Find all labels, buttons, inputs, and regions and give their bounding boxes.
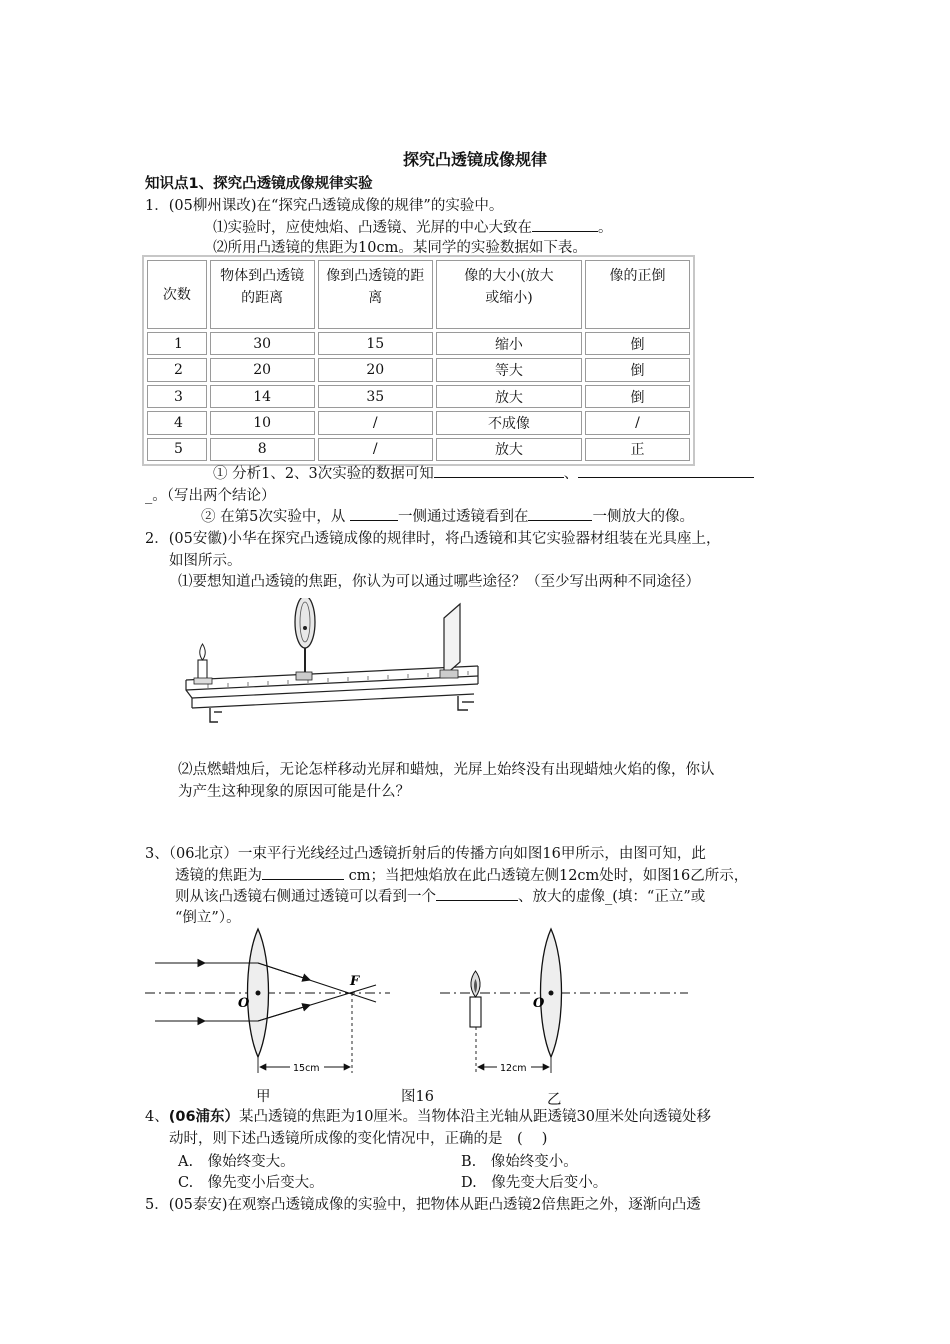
table-cell: 倒 bbox=[585, 332, 690, 355]
page-title: 探究凸透镜成像规律 bbox=[402, 150, 547, 169]
header-text: 物体到凸透镜的距离 bbox=[220, 268, 305, 306]
table-row bbox=[147, 411, 690, 434]
optical-bench-figure bbox=[178, 598, 488, 728]
q1-analysis-1-end: _。（写出两个结论） bbox=[145, 488, 276, 504]
table-cell: 正 bbox=[585, 438, 690, 461]
distance-label-b: 12cm bbox=[500, 1063, 527, 1074]
q1-part1-text: ⑴实验时，应使烛焰、凸透镜、光屏的中心大致在 bbox=[213, 220, 532, 236]
q1-analysis-2-end: 一侧放大的像。 bbox=[592, 509, 694, 525]
table-cell: 放大 bbox=[436, 385, 582, 408]
table-cell: 5 bbox=[147, 438, 207, 461]
table-cell: 缩小 bbox=[436, 332, 582, 355]
distance-label-a: 15cm bbox=[293, 1063, 320, 1074]
q3-line1: 3、（06北京）一束平行光线经过凸透镜折射后的传播方向如图16甲所示，由图可知，此 bbox=[145, 846, 706, 862]
table-cell: 20 bbox=[318, 358, 433, 381]
table-header-cell bbox=[318, 260, 433, 329]
table-row bbox=[147, 385, 690, 408]
q1-analysis-2-text: ② 在第5次实验中，从 bbox=[201, 509, 346, 525]
q4-option-b[interactable]: B. 像始终变小。 bbox=[461, 1154, 578, 1170]
table-row bbox=[147, 332, 690, 355]
header-text: 像到凸透镜的距离 bbox=[326, 268, 425, 306]
q4-line1 bbox=[145, 1105, 711, 1126]
q1-analysis-2-mid: 一侧通过透镜看到在 bbox=[397, 509, 529, 525]
header-text: 像的大小(放大或缩小) bbox=[464, 268, 554, 306]
q1-analysis-2 bbox=[201, 505, 694, 526]
answer-blank[interactable] bbox=[528, 506, 592, 521]
table-header-row bbox=[147, 260, 690, 329]
q3-line2 bbox=[175, 864, 748, 885]
label-o: O bbox=[238, 996, 250, 1011]
q1-part1 bbox=[213, 216, 613, 237]
table-cell: 14 bbox=[210, 385, 315, 408]
q3-line3 bbox=[175, 885, 705, 906]
candle-icon bbox=[470, 971, 481, 1027]
q2-part1: ⑴要想知道凸透镜的焦距，你认为可以通过哪些途径？（至少写出两种不同途径） bbox=[178, 574, 700, 590]
q1-stem: 1．(05柳州课改)在“探究凸透镜成像的规律”的实验中。 bbox=[145, 198, 504, 214]
answer-blank[interactable] bbox=[350, 506, 398, 521]
table-cell: 1 bbox=[147, 332, 207, 355]
figure-caption-main: 图16 bbox=[401, 1089, 434, 1105]
table-row bbox=[147, 358, 690, 381]
figure-caption-a: 甲 bbox=[256, 1089, 271, 1105]
table-cell: 2 bbox=[147, 358, 207, 381]
answer-blank[interactable] bbox=[532, 217, 598, 232]
table-cell: 4 bbox=[147, 411, 207, 434]
table-cell: / bbox=[318, 411, 433, 434]
table-header-cell: 像的正倒 bbox=[585, 260, 690, 329]
table-cell: 3 bbox=[147, 385, 207, 408]
table-cell: 30 bbox=[210, 332, 315, 355]
q4-option-d[interactable]: D. 像先变大后变小。 bbox=[461, 1175, 608, 1191]
table-header-cell bbox=[210, 260, 315, 329]
q4-source: (06浦东） bbox=[168, 1109, 240, 1125]
answer-blank[interactable] bbox=[262, 865, 344, 880]
table-cell: 35 bbox=[318, 385, 433, 408]
q4-line2: 动时，则下述凸透镜所成像的变化情况中，正确的是 ( ) bbox=[169, 1131, 548, 1147]
table-cell: 等大 bbox=[436, 358, 582, 381]
q5-line1: 5．(05泰安)在观察凸透镜成像的实验中，把物体从距凸透镜2倍焦距之外，逐渐向凸透 bbox=[145, 1197, 701, 1213]
table-cell: / bbox=[318, 438, 433, 461]
table-header-cell bbox=[436, 260, 582, 329]
q1-analysis-1-sep: 、 bbox=[563, 466, 579, 482]
label-o: O bbox=[533, 996, 545, 1011]
table-cell: 倒 bbox=[585, 358, 690, 381]
q3-line3-end: 、放大的虚像_(填：“正立”或 bbox=[518, 889, 706, 905]
q3-line2-end: cm；当把烛焰放在此凸透镜左侧12cm处时，如图16乙所示， bbox=[344, 868, 749, 884]
q4-option-c[interactable]: C. 像先变小后变大。 bbox=[178, 1175, 324, 1191]
answer-blank[interactable] bbox=[434, 463, 564, 478]
table-cell: 15 bbox=[318, 332, 433, 355]
table-cell: 不成像 bbox=[436, 411, 582, 434]
q4-option-a[interactable]: A. 像始终变大。 bbox=[178, 1154, 295, 1170]
label-f: F bbox=[350, 974, 360, 989]
section-heading: 知识点1、探究凸透镜成像规律实验 bbox=[145, 176, 373, 192]
q1-analysis-1-text: ① 分析1、2、3次实验的数据可知 bbox=[213, 466, 434, 482]
q1-part2: ⑵所用凸透镜的焦距为10cm。某同学的实验数据如下表。 bbox=[213, 240, 587, 256]
q2-stem-1: 2．(05安徽)小华在探究凸透镜成像的规律时，将凸透镜和其它实验器材组装在光具座上， bbox=[145, 531, 721, 547]
data-table bbox=[142, 255, 695, 466]
table-cell: 10 bbox=[210, 411, 315, 434]
figure-caption-b: 乙 bbox=[547, 1092, 562, 1108]
lens-diagram-figure bbox=[140, 925, 700, 1085]
q1-analysis-1 bbox=[213, 462, 754, 483]
table-row bbox=[147, 438, 690, 461]
answer-blank[interactable] bbox=[578, 463, 754, 478]
q1-part1-end: 。 bbox=[598, 220, 613, 236]
q2-part2-line2: 为产生这种现象的原因可能是什么？ bbox=[178, 784, 410, 800]
table-header-cell: 次数 bbox=[147, 260, 207, 329]
q3-line2-text: 透镜的焦距为 bbox=[175, 868, 262, 884]
q4-text: 某凸透镜的焦距为10厘米。当物体沿主光轴从距透镜30厘米处向透镜处移 bbox=[239, 1109, 711, 1125]
q3-line3-text: 则从该凸透镜右侧通过透镜可以看到一个 bbox=[175, 889, 436, 905]
table-cell: 放大 bbox=[436, 438, 582, 461]
q2-part2-line1: ⑵点燃蜡烛后，无论怎样移动光屏和蜡烛，光屏上始终没有出现蜡烛火焰的像，你认 bbox=[178, 762, 715, 778]
table-cell: 8 bbox=[210, 438, 315, 461]
table-cell: 20 bbox=[210, 358, 315, 381]
q4-number: 4、 bbox=[145, 1109, 169, 1125]
answer-blank[interactable] bbox=[436, 886, 518, 901]
table-cell: / bbox=[585, 411, 690, 434]
q2-stem-2: 如图所示。 bbox=[169, 553, 242, 569]
table-cell: 倒 bbox=[585, 385, 690, 408]
q3-line4: “倒立”）。 bbox=[175, 910, 241, 926]
